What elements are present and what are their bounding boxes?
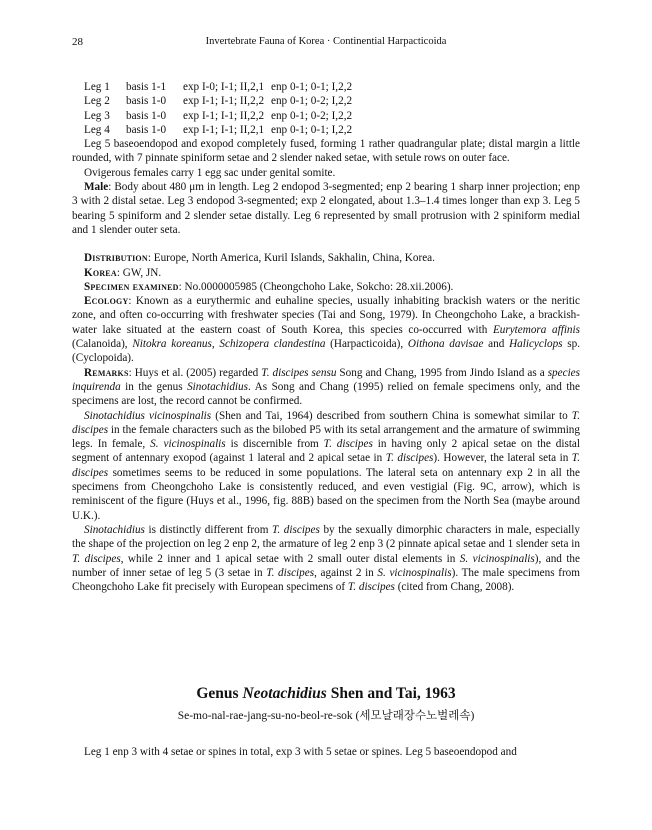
leg-enp: enp 0-1; 0-1; I,2,2 xyxy=(271,81,353,93)
paragraph-ecology: Ecology: Known as a eurythermic and euhaline species, usually inhabiting brackish waters or the neritic zone, and often co-occurring with freshwater species (Tai and Song, 1979). In Cheongchoho Lake, a brackish-water lake situated at the eastern coast of South Korea, this species co-occurred with Eurytemora affinis (Calanoida), Nitokra koreanus, Schizopera clandestina (Harpacticoida), Oithona davisae and Halicyclops sp. (Cyclopoida). xyxy=(72,295,580,365)
leg-enp: enp 0-1; 0-2; I,2,2 xyxy=(271,95,353,108)
paragraph-sinotachidius-male: Sinotachidius is distinctly different from T. discipes by the sexually dimorphic characters in male, especially the shape of the projection on leg 2 enp 2, the armature of leg 2 enp 3 (2 pinnate apical setae and 1 slender seta in T. discipes, while 2 inner and 1 apical setae with 2 small outer distal elements in S. vicinospinalis), and the number of inner setae of leg 5 (3 setae in T. discipes, against 2 in S. vicinospinalis). The male specimens from Cheongchoho Lake fit precisely with European specimens of T. discipes (cited from Chang, 2008). xyxy=(72,523,580,594)
specimen-text: : No.0000005985 (Cheongchoho Lake, Sokcho: 28.xii.2006). xyxy=(178,280,454,293)
running-title: Invertebrate Fauna of Korea · Continential Harpacticoida xyxy=(205,36,447,47)
leg-name: Leg 2 xyxy=(84,95,110,108)
leg-row xyxy=(72,80,580,94)
page-number: 28 xyxy=(72,36,83,48)
leg-exp: exp I-1; I-1; II,2,1 xyxy=(183,123,265,136)
leg-name: Leg 3 xyxy=(84,109,110,122)
leg-basis: basis 1-0 xyxy=(126,123,167,136)
specimen-heading: Specimen examined xyxy=(84,280,179,293)
leg-name: Leg 1 xyxy=(84,81,110,93)
leg-name: Leg 4 xyxy=(84,123,110,136)
remarks-heading: Remarks xyxy=(84,366,129,379)
paragraph-genus-description: Leg 1 enp 3 with 4 setae or spines in total, exp 3 with 5 setae or spines. Leg 5 baseoendopod and xyxy=(84,746,517,758)
distribution-text: : Europe, North America, Kuril Islands, Sakhalin, China, Korea. xyxy=(147,252,435,265)
korea-heading: Korea xyxy=(84,266,117,279)
male-heading: Male xyxy=(84,181,109,194)
male-text: : Body about 480 μm in length. Leg 2 endopod 3-segmented; enp 2 bearing 1 sharp inner projection; enp 3 with 2 distal setae. Leg 3 endopod 3-segmented; exp 2 elongated, about 1.3–1.4 times longer than exp 3. Leg 5 bearing 5 spiniform and 2 slender setae distally. Leg 6 represented by small protrusion with 2 spiniform medial and 1 slender outer seta. xyxy=(72,181,580,236)
leg-exp: exp I-1; I-1; II,2,2 xyxy=(183,95,265,108)
genus-heading xyxy=(72,684,580,724)
leg-basis: basis 1-0 xyxy=(126,95,167,108)
leg-row xyxy=(72,123,580,137)
paragraph-sinotachidius: Sinotachidius vicinospinalis (Shen and Tai, 1964) described from southern China is somewhat similar to T. discipes in the female characters such as the bilobed P5 with its setal arrangement and the armature of swimming legs. In female, S. vicinospinalis is discernible from T. discipes in having only 2 apical setae on the distal segment of antennary exopod (against 1 lateral and 2 apical setae in T. discipes). However, the lateral seta in T. discipes sometimes seems to be reduced in some populations. The lateral seta on antennary exp 2 in all the specimens from Cheongchoho Lake is consistently reduced, and even vestigial (Fig. 9C, arrow), which is reminiscent of the figure (Huys et al., 1996, fig. 88B) based on the specimen from the North Sea (maybe around U.K.). xyxy=(72,409,581,522)
leg-row xyxy=(72,109,580,123)
leg-enp: enp 0-1; 0-2; I,2,2 xyxy=(271,109,353,122)
genus-title: Genus Neotachidius Shen and Tai, 1963 xyxy=(196,685,456,702)
korea-text: : GW, JN. xyxy=(116,266,162,279)
paragraph-specimen xyxy=(72,280,580,294)
paragraph-leg5: Leg 5 baseoendopod and exopod completely fused, forming 1 rather quadrangular plate; distal margin a little rounded, with 7 pinnate spiniform setae and 2 slender naked setae, with setule rows on outer face. xyxy=(72,138,580,165)
paragraph-korea xyxy=(72,266,580,280)
genus-description xyxy=(72,745,580,759)
leg-exp: exp I-0; I-1; II,2,1 xyxy=(183,81,265,93)
leg-exp: exp I-1; I-1; II,2,2 xyxy=(183,109,265,122)
leg-basis: basis 1-1 xyxy=(126,81,167,93)
paragraph-remarks: Remarks: Huys et al. (2005) regarded T. discipes sensu Song and Chang, 1995 from Jindo Island as a species inquirenda in the genus Sinotachidius. As Song and Chang (1995) relied on female specimens only, and the specimens are lost, the record cannot be confirmed. xyxy=(72,366,580,408)
ecology-heading: Ecology xyxy=(84,295,129,308)
paragraph-male xyxy=(72,180,580,237)
paragraph-ovigerous: Ovigerous females carry 1 egg sac under genital somite. xyxy=(84,166,336,179)
paragraph-distribution xyxy=(72,251,580,265)
distribution-heading: Distribution xyxy=(84,252,148,265)
leg-basis: basis 1-0 xyxy=(126,109,167,122)
leg-armature-table xyxy=(72,80,580,137)
leg-row xyxy=(72,94,580,108)
main-text xyxy=(72,80,580,594)
leg-enp: enp 0-1; 0-1; I,2,2 xyxy=(271,123,353,136)
page-header xyxy=(72,36,580,52)
genus-korean-name: Se-mo-nal-rae-jang-su-no-beol-re-sok (세모날래장수노벌레속) xyxy=(177,710,475,722)
